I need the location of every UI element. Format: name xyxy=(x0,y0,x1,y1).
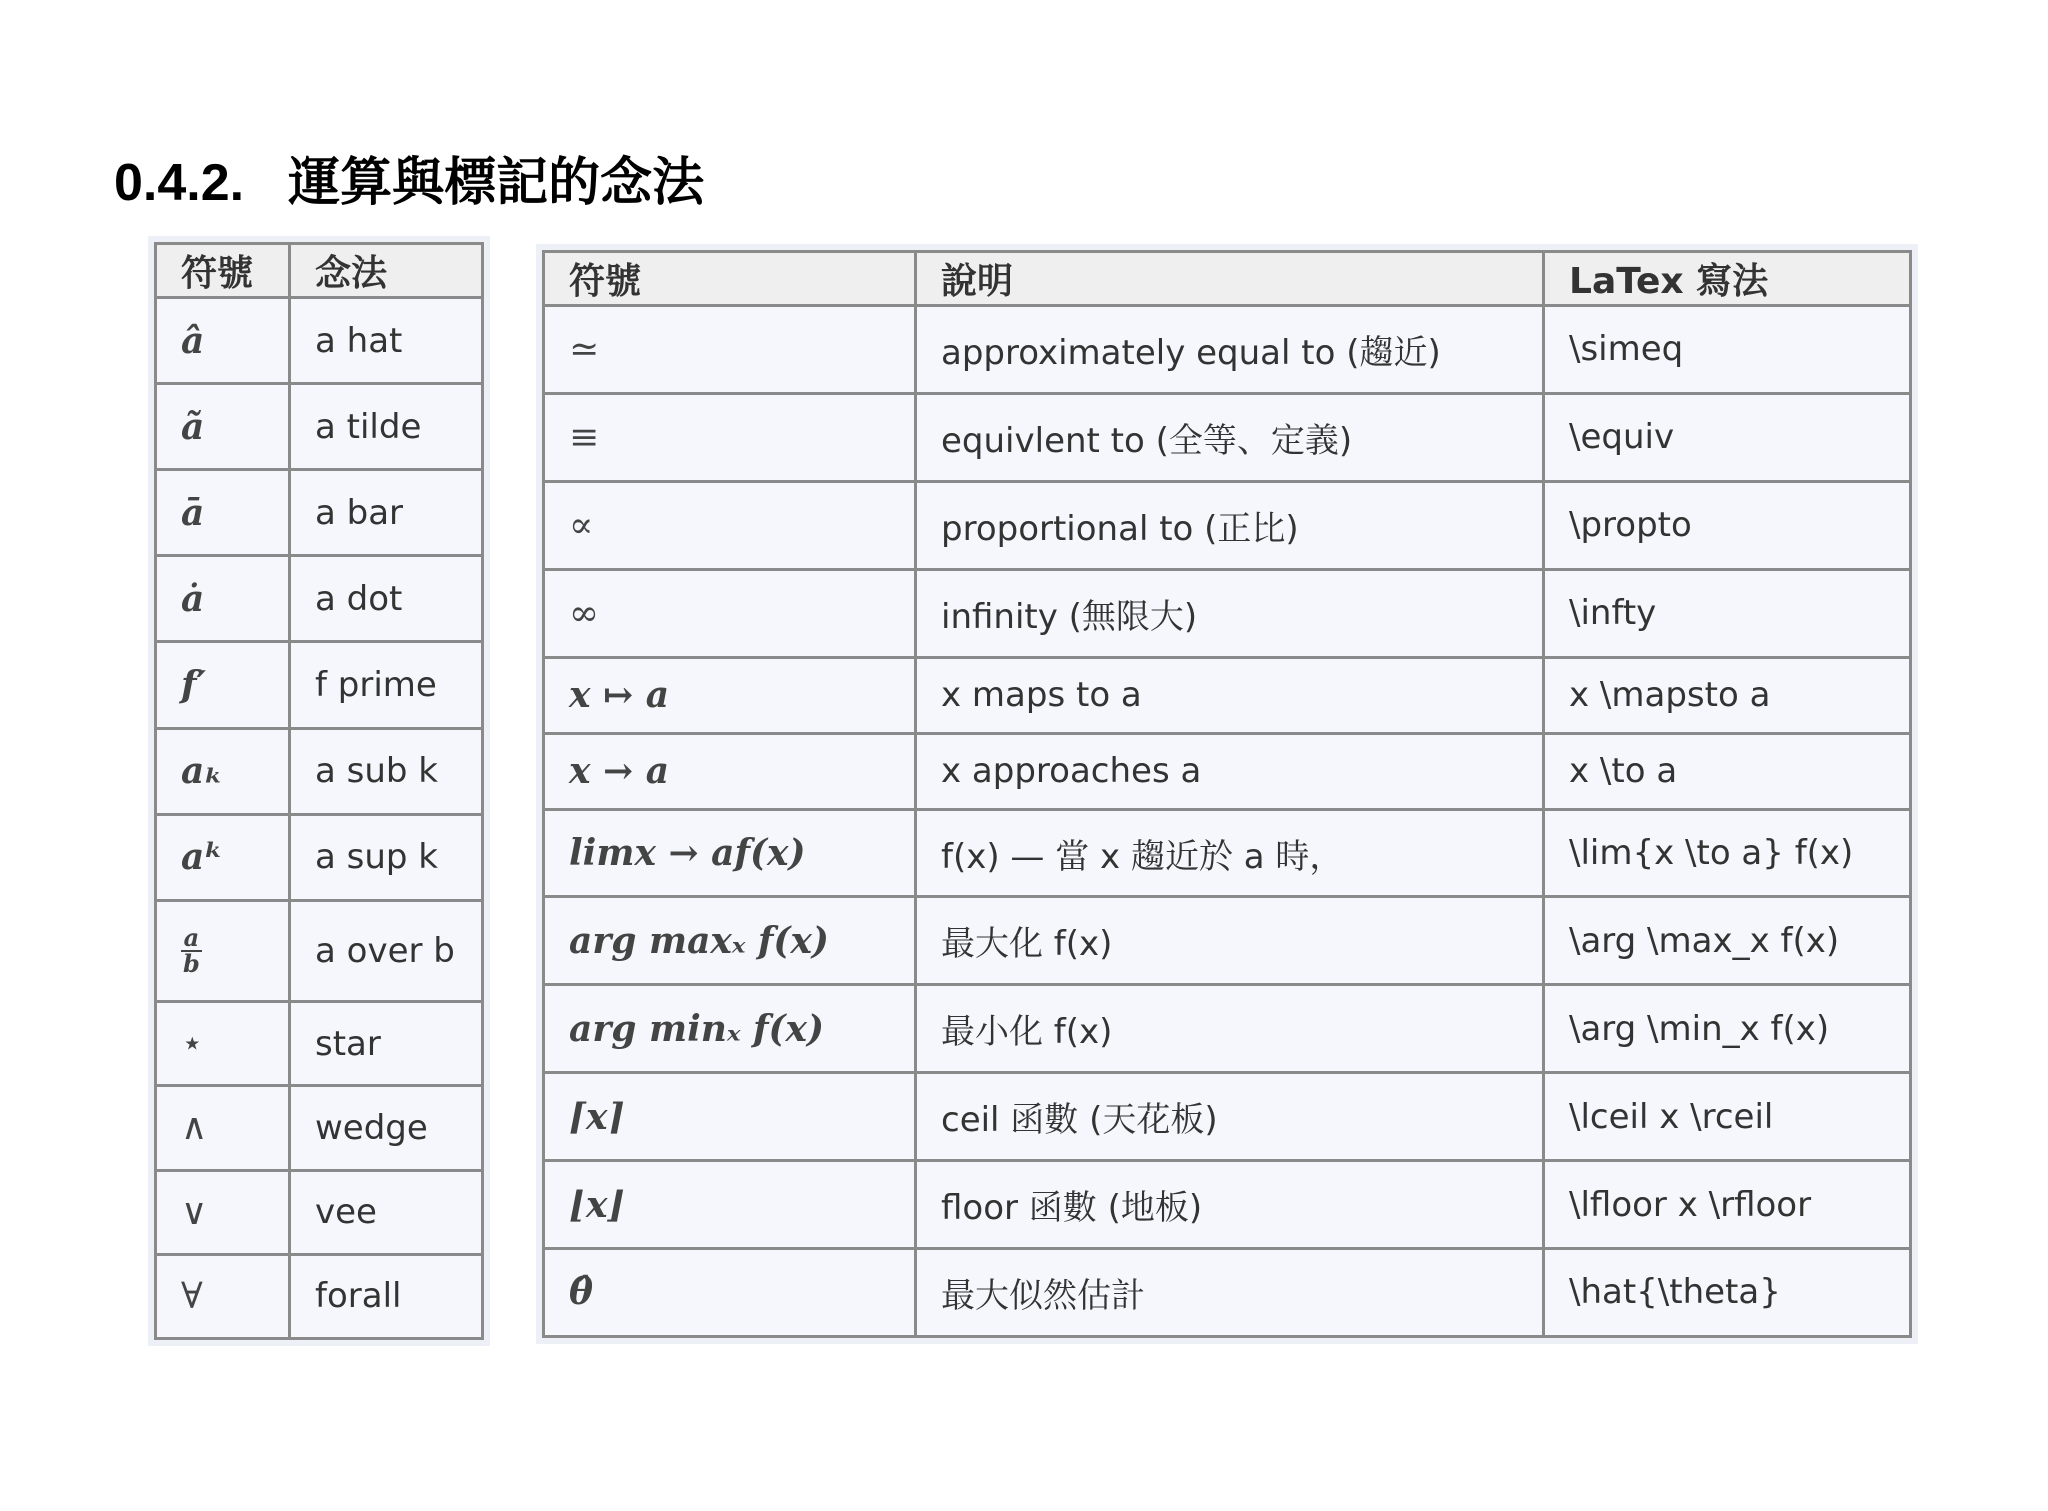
description-cell: x approaches a xyxy=(916,733,1544,809)
symbol-cell: f′ xyxy=(156,642,290,728)
table-row xyxy=(544,985,1911,1073)
latex-cell: \lfloor x \rfloor xyxy=(1544,1161,1911,1249)
description-cell: proportional to (正比) xyxy=(916,481,1544,569)
latex-cell: \simeq xyxy=(1544,306,1911,394)
latex-cell: \lceil x \rceil xyxy=(1544,1073,1911,1161)
table-row xyxy=(544,569,1911,657)
symbol-cell: ā xyxy=(156,470,290,556)
fraction-denominator: b xyxy=(183,948,200,978)
column-header-symbol: 符號 xyxy=(544,252,916,306)
reading-cell: forall xyxy=(290,1254,483,1338)
table-row xyxy=(156,470,483,556)
symbol-cell: ∝ xyxy=(544,481,916,569)
table-row xyxy=(156,298,483,384)
description-cell: f(x) — 當 x 趨近於 a 時， xyxy=(916,809,1544,897)
table-row xyxy=(156,556,483,642)
description-cell: x maps to a xyxy=(916,657,1544,733)
table-row xyxy=(544,393,1911,481)
latex-cell: \arg \min_x f(x) xyxy=(1544,985,1911,1073)
reading-cell: a sup k xyxy=(290,814,483,900)
table-row xyxy=(156,728,483,814)
reading-cell: f prime xyxy=(290,642,483,728)
symbol-cell: x ↦ a xyxy=(544,657,916,733)
symbol-cell: ≃ xyxy=(544,306,916,394)
table-row xyxy=(544,1248,1911,1336)
latex-cell: \infty xyxy=(1544,569,1911,657)
description-cell: floor 函數 (地板) xyxy=(916,1161,1544,1249)
reading-table xyxy=(154,242,484,1340)
symbol-cell: x → a xyxy=(544,733,916,809)
symbol-cell: ∨ xyxy=(156,1170,290,1254)
table-row xyxy=(544,733,1911,809)
latex-cell: x \to a xyxy=(1544,733,1911,809)
description-cell: infinity (無限大) xyxy=(916,569,1544,657)
latex-cell: \equiv xyxy=(1544,393,1911,481)
description-cell: 最大化 f(x) xyxy=(916,897,1544,985)
table-row xyxy=(544,306,1911,394)
reading-cell: vee xyxy=(290,1170,483,1254)
symbol-cell: ⋆ xyxy=(156,1002,290,1086)
column-header-description: 說明 xyxy=(916,252,1544,306)
reading-cell: a bar xyxy=(290,470,483,556)
column-header-symbol: 符號 xyxy=(156,244,290,298)
latex-cell: x \mapsto a xyxy=(1544,657,1911,733)
latex-cell: \arg \max_x f(x) xyxy=(1544,897,1911,985)
table-row xyxy=(544,1073,1911,1161)
table-header-row xyxy=(544,252,1911,306)
reading-cell: wedge xyxy=(290,1086,483,1170)
fraction-numerator: a xyxy=(181,926,202,952)
latex-cell: \lim{x \to a} f(x) xyxy=(1544,809,1911,897)
latex-cell: \hat{\theta} xyxy=(1544,1248,1911,1336)
table-row xyxy=(156,814,483,900)
section-number: 0.4.2. xyxy=(114,154,245,212)
symbol-cell: θ̂ xyxy=(544,1248,916,1336)
column-header-latex: LaTex 寫法 xyxy=(1544,252,1911,306)
description-cell: approximately equal to (趨近) xyxy=(916,306,1544,394)
table-row xyxy=(156,384,483,470)
table-row xyxy=(156,1170,483,1254)
description-cell: equivlent to (全等、定義) xyxy=(916,393,1544,481)
table-row xyxy=(156,1002,483,1086)
latex-cell: \propto xyxy=(1544,481,1911,569)
section-title: 運算與標記的念法 xyxy=(288,152,705,213)
symbol-cell: ∧ xyxy=(156,1086,290,1170)
symbol-cell: arg minₓ f(x) xyxy=(544,985,916,1073)
table-header-row xyxy=(156,244,483,298)
description-cell: 最小化 f(x) xyxy=(916,985,1544,1073)
column-header-reading: 念法 xyxy=(290,244,483,298)
reading-table-container xyxy=(148,236,490,1346)
symbol-cell: aₖ xyxy=(156,728,290,814)
reading-cell: a over b xyxy=(290,900,483,1001)
table-row xyxy=(544,897,1911,985)
description-cell: 最大似然估計 xyxy=(916,1248,1544,1336)
reading-cell: star xyxy=(290,1002,483,1086)
symbol-cell: ∞ xyxy=(544,569,916,657)
description-cell: ceil 函數 (天花板) xyxy=(916,1073,1544,1161)
symbol-cell: ≡ xyxy=(544,393,916,481)
symbol-cell: ⌊x⌋ xyxy=(544,1161,916,1249)
table-row xyxy=(544,809,1911,897)
latex-table-container xyxy=(536,244,1918,1344)
symbol-cell: ã xyxy=(156,384,290,470)
symbol-cell: ⌈x⌉ xyxy=(544,1073,916,1161)
symbol-cell: ȧ xyxy=(156,556,290,642)
symbol-cell: â xyxy=(156,298,290,384)
symbol-cell: limx → af(x) xyxy=(544,809,916,897)
table-row xyxy=(156,1254,483,1338)
reading-cell: a dot xyxy=(290,556,483,642)
reading-cell: a hat xyxy=(290,298,483,384)
reading-cell: a sub k xyxy=(290,728,483,814)
table-row xyxy=(544,657,1911,733)
latex-table xyxy=(542,250,1912,1338)
table-row xyxy=(156,1086,483,1170)
reading-cell: a tilde xyxy=(290,384,483,470)
symbol-cell xyxy=(156,900,290,1001)
symbol-cell: arg maxₓ f(x) xyxy=(544,897,916,985)
table-row xyxy=(544,481,1911,569)
table-row xyxy=(544,1161,1911,1249)
fraction-symbol xyxy=(181,922,202,978)
symbol-cell: aᵏ xyxy=(156,814,290,900)
table-row xyxy=(156,900,483,1001)
symbol-cell: ∀ xyxy=(156,1254,290,1338)
table-row xyxy=(156,642,483,728)
section-heading xyxy=(114,140,704,215)
